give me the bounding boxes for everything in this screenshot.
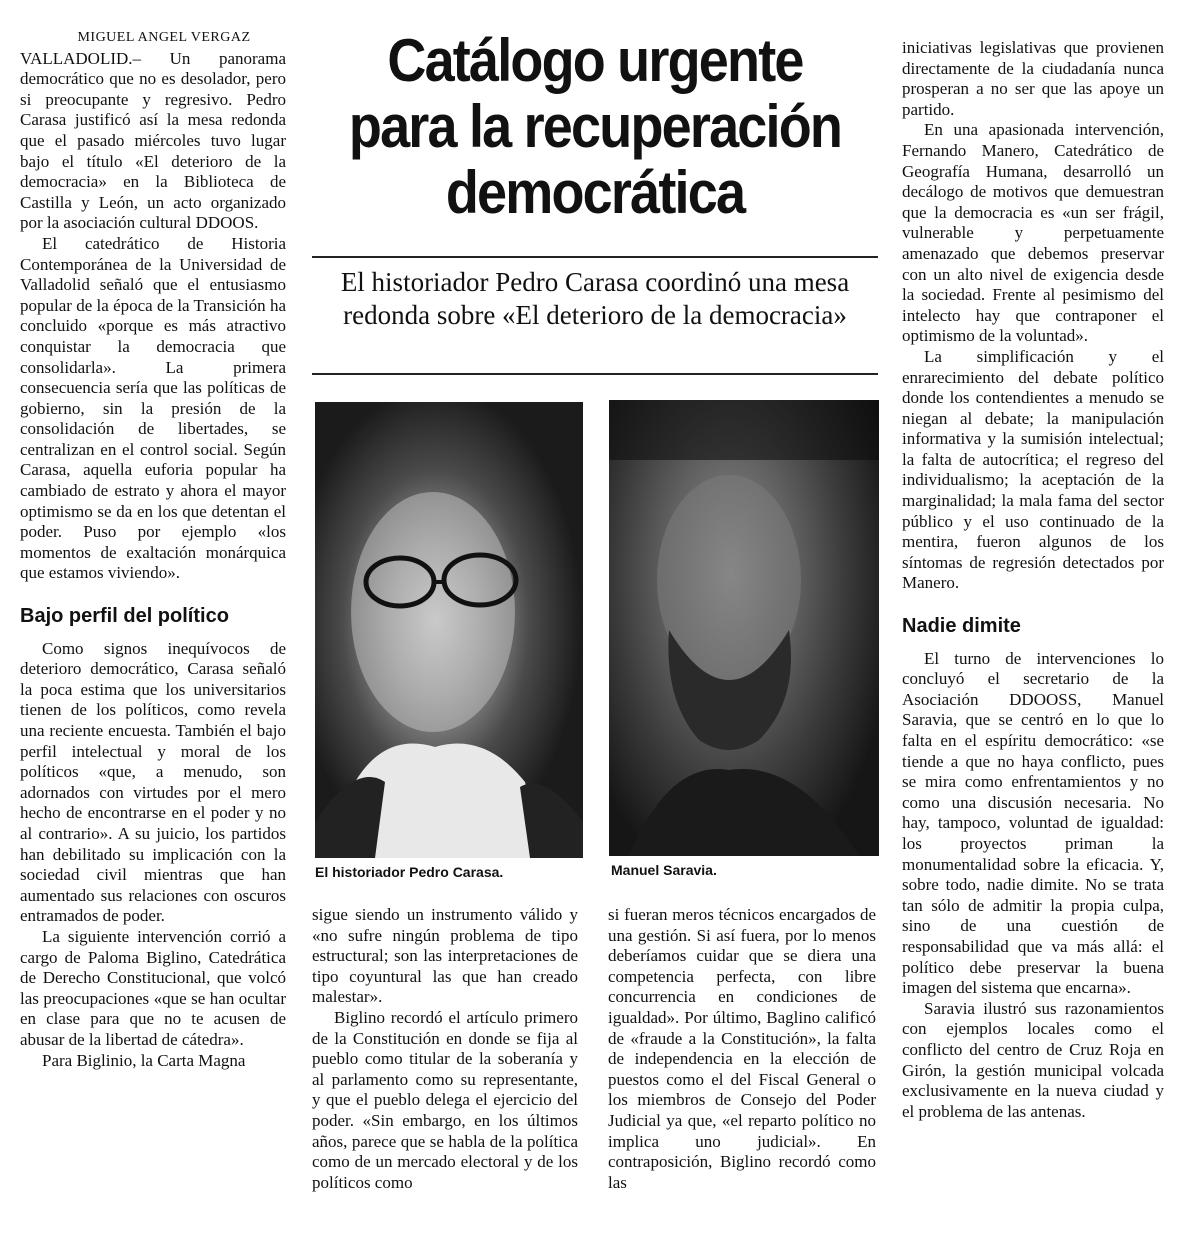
column-1 [20,28,286,1071]
paragraph: En una apasionada intervención, Fernando Manero, Catedrático de Geografía Humana, desarrolló un decálogo de motivos que demuestran que la democracia es «un ser frágil, vulnerable y perpetuamente amenazado que debemos preservar con un alto nivel de exigencia desde la sociedad. Frente al pesimismo del intelecto hay que contraponer el optimismo de la voluntad». [902,120,1164,346]
column-4 [902,38,1164,1122]
subheading: Nadie dimite [902,615,1021,638]
paragraph: Como signos inequívocos de deterioro democrático, Carasa señaló la poca estima que los universitarios tienen de los políticos, como revela una reciente encuesta. También el bajo perfil intelectual y moral de los políticos «que, a menudo, son adornados con virtudes por el mero hecho de encontrarse en el poder y no al contrario». A su juicio, los partidos han debilitado su implicación con la sociedad civil mientras que han aumentado sus relaciones con oscuros entramados de poder. [20,638,286,926]
byline: MIGUEL ANGEL VERGAZ [77,30,251,45]
paragraph: Biglino recordó el artículo primero de la Constitución en donde se fija al pueblo como titular de la soberanía y al parlamento como su representante, y que el pueblo delega el ejercicio del poder. «Sin embargo, en los últimos años, parece que se habla de la política como de un mercado electoral y de los políticos como [312,1007,578,1192]
column-3 [608,905,876,1193]
photo-caption: El historiador Pedro Carasa. [315,864,504,880]
column-2 [312,905,578,1193]
headline: Catálogo urgente para la recuperación democrática [348,27,842,226]
paragraph: La simplificación y el enrarecimiento del debate político donde los contendientes a menudo se niegan al debate; la manipulación informativa y la sumisión intelectual; la falta de autocrítica; el regreso del individualismo; la aceptación de la marginalidad; la mala fama del sector público y el uso continuado de la mentira, fueron algunos de los síntomas de regresión detectados por Manero. [902,346,1164,593]
paragraph: iniciativas legislativas que provienen directamente de la ciudadanía nunca prosperan a no ser que las apoye un partido. [902,38,1164,119]
photo-manuel-saravia [609,400,879,856]
deck-bottom-rule [312,373,878,375]
paragraph: La siguiente intervención corrió a cargo de Paloma Biglino, Catedrática de Derecho Constitucional, que volcó las preocupaciones «que se han ocultar en clase para que no te acusen de abusar de la libertad de cátedra». [20,926,286,1049]
paragraph: Saravia ilustró sus razonamientos con ejemplos locales como el conflicto del centro de Cruz Roja en Girón, la gestión municipal volcada exclusivamente en la nueva ciudad y el problema de las antenas. [902,998,1164,1121]
paragraph: si fueran meros técnicos encargados de una gestión. Si así fuera, por lo menos deberíamos cuidar que se diera una competencia perfecta, con libre concurrencia en condiciones de igualdad». Por último, Baglino calificó de «fraude a la Constitución», la falta de independencia en la elección de puestos como el del Fiscal General o los miembros de Consejo del Poder Judicial ya que, «el reparto político no implica uno judicial». En contraposición, Biglino recordó como las [608,905,876,1192]
photo-pedro-carasa [315,402,583,858]
paragraph: VALLADOLID.– Un panorama democrático que no es desolador, pero si preocupante y regresivo. Pedro Carasa justificó así la mesa redonda que el pasado miércoles tuvo lugar bajo el título «El deterioro de la democracia» en la Biblioteca de Castilla y León, un acto organizado por la asociación cultural DDOOS. [20,48,286,233]
deck-subtitle: El historiador Pedro Carasa coordinó una mesa redonda sobre «El deterioro de la democracia» [340,267,850,330]
paragraph: El catedrático de Historia Contemporánea de la Universidad de Valladolid señaló que el entusiasmo popular de la época de la Transición ha concluido «porque es más atractivo conquistar la democracia que consolidarla». La primera consecuencia sería que las políticas de gobierno, sin la presión de la consolidación de libertades, se centralizan en el control social. Según Carasa, aquella euforia popular ha cambiado de estrato y ahora el mayor optimismo se da en los que detentan el poder. Puso por ejemplo «los momentos de exaltación monárquica que estamos viviendo». [20,233,286,583]
deck-top-rule [312,256,878,258]
subheading: Bajo perfil del político [20,605,229,628]
paragraph: sigue siendo un instrumento válido y «no sufre ningún problema de tipo estructural; son las interpretaciones de tipo coyuntural las que han creado malestar». [312,905,578,1007]
photo-caption: Manuel Saravia. [611,862,717,878]
paragraph: El turno de intervenciones lo concluyó el secretario de la Asociación DDOOSS, Manuel Saravia, que se centró en lo que lo falta en el espíritu democrático: «se tiende a que no haya conflicto, pues se mira como enfrentamientos y no como una discusión necesaria. No hay, tampoco, voluntad de igualdad: los proyectos priman la monumentalidad sobre la eficacia. Y, sobre todo, nadie dimite. No se trata tan sólo de admitir la propia culpa, sino de una cuestión de responsabilidad que va más allá: el político debe preservar la buena imagen del sistema que encarna». [902,648,1164,998]
paragraph: Para Biglinio, la Carta Magna [42,1050,246,1070]
